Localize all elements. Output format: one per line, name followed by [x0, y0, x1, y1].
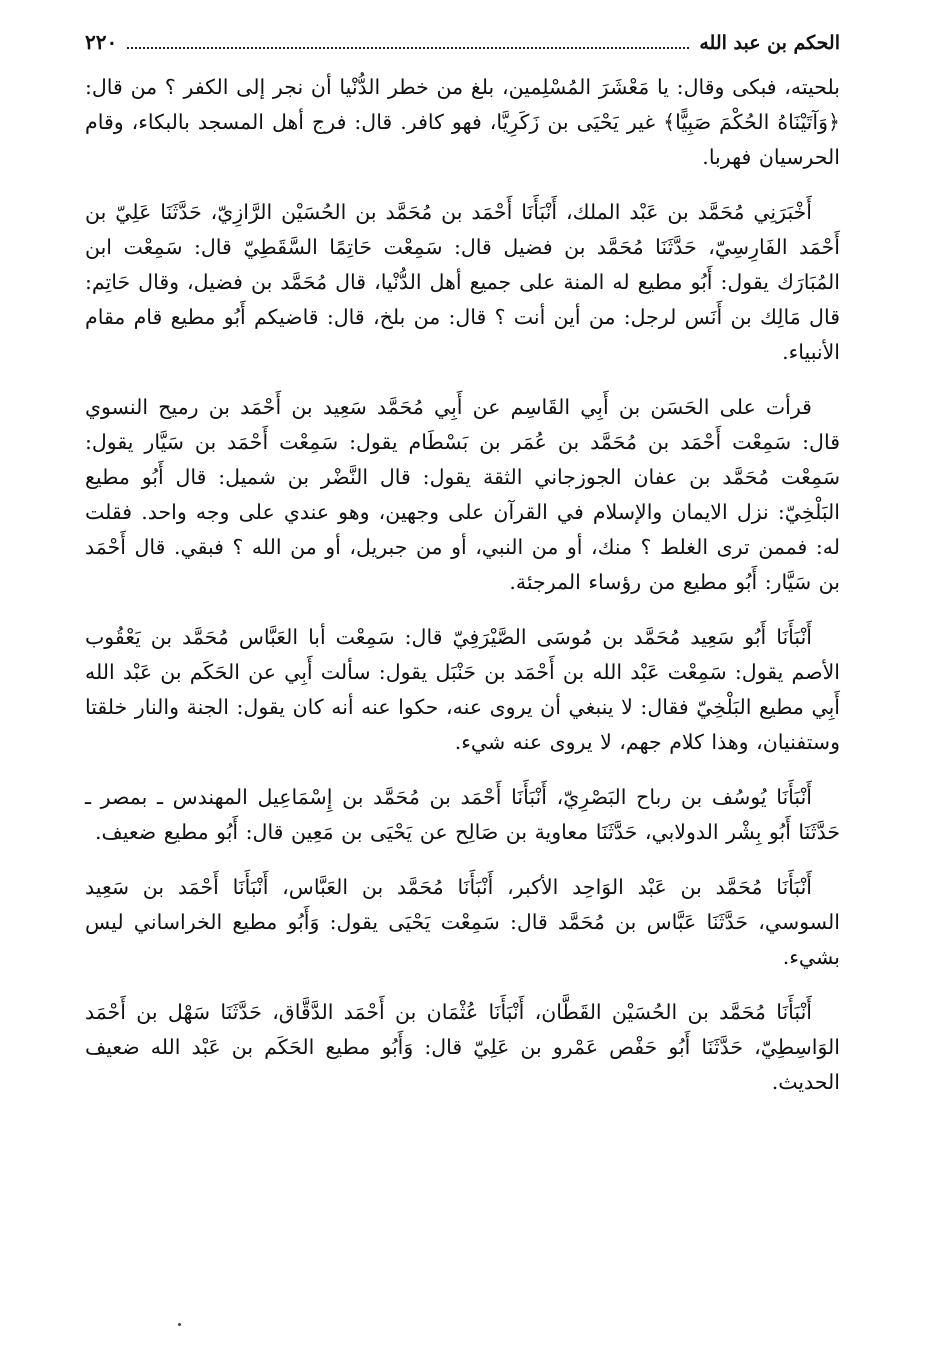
paragraph: أَنْبَأَنَا يُوسُف بن رباح البَصْرِيّ، أَنْبَأَنَا أَحْمَد بن مُحَمَّد بن إِسْمَاعِيل المهندس ـ بمصر ـ حَدَّثَنَا أَبُو بِشْر الدولابي، حَدَّثَنَا معاوية بن صَالِح عن يَحْيَى بن مَعِين قال: أَبُو مطيع ضعيف.: [85, 785, 840, 844]
page-body: [85, 70, 840, 1100]
paragraph: أَخْبَرَنِي مُحَمَّد بن عَبْد الملك، أَنْبَأَنَا أَحْمَد بن مُحَمَّد بن الحُسَيْن الرَّازِيّ، حَدَّثَنَا عَلِيّ بن أَحْمَد الفَارِسِيّ، حَدَّثَنَا مُحَمَّد بن فضيل قال: سَمِعْت حَاتِمًا السَّقَطِيّ قال: سَمِعْت ابن المُبَارَك يقول: أَبُو مطيع له المنة على جميع أهل الدُّنْيا، قال مُحَمَّد بن فضيل، وقال حَاتِم: قال مَالِك بن أَنَس لرجل: من أين أنت ؟ قال: من بلخ، قال: قاضيكم أَبُو مطيع قام مقام الأنبياء.: [85, 200, 840, 364]
scan-speck: [178, 1323, 181, 1326]
paragraph: أَنْبَأَنَا مُحَمَّد بن عَبْد الوَاحِد الأكبر، أَنْبَأَنَا مُحَمَّد بن العَبَّاس، أَنْبَأَنَا أَحْمَد بن سَعِيد السوسي، حَدَّثَنَا عَبَّاس بن مُحَمَّد قال: سَمِعْت يَحْيَى يقول: وَأَبُو مطيع الخراساني ليس بشيء.: [85, 875, 840, 969]
page-number: ٢٢٠: [85, 30, 118, 54]
paragraph: قرأت على الحَسَن بن أَبِي القَاسِم عن أَبِي مُحَمَّد سَعِيد بن أَحْمَد بن رميح النسوي قال: سَمِعْت أَحْمَد بن مُحَمَّد بن عُمَر بن بَسْطَام يقول: سَمِعْت أَحْمَد بن سَيَّار يقول: سَمِعْت مُحَمَّد بن عفان الجوزجاني الثقة يقول: قال النَّضْر بن شميل: قال أَبُو مطيع البَلْخِيّ: نزل الايمان والإسلام في القرآن على وجهين، وهو عندي على وجه واحد. فقلت له: فممن ترى الغلط ؟ منك، أو من النبي، أو من جبريل، أو من الله ؟ فبقي. قال أَحْمَد بن سَيَّار: أَبُو مطيع من رؤساء المرجئة.: [85, 395, 840, 594]
paragraph: أَنْبَأَنَا مُحَمَّد بن الحُسَيْن القَطَّان، أَنْبَأَنَا عُثْمَان بن أَحْمَد الدَّقَّاق، حَدَّثَنَا سَهْل بن أَحْمَد الوَاسِطِيّ، حَدَّثَنَا أَبُو حَفْص عَمْرو بن عَلِيّ قال: وَأَبُو مطيع الحَكَم بن عَبْد الله ضعيف الحديث.: [85, 1000, 840, 1094]
paragraph: أَنْبَأَنَا أَبُو سَعِيد مُحَمَّد بن مُوسَى الصَّيْرَفِيّ قال: سَمِعْت أبا العَبَّاس مُحَمَّد بن يَعْقُوب الأصم يقول: سَمِعْت عَبْد الله بن أَحْمَد بن حَنْبَل يقول: سألت أَبِي عن الحَكَم بن عَبْد الله أَبِي مطيع البَلْخِيّ فقال: لا ينبغي أن يروى عنه، حكوا عنه أنه كان يقول: الجنة والنار خلقتا وستفنيان، وهذا كلام جهم، لا يروى عنه شيء.: [85, 625, 840, 754]
header-dotted-leader: [127, 35, 689, 49]
paragraph: بلحيته، فبكى وقال: يا مَعْشَرَ المُسْلِمين، بلغ من خطر الدُّنْيا أن نجر إلى الكفر ؟ من قال: ﴿وَآتَيْنَاهُ الحُكْمَ صَبِيًّا﴾ غير يَحْيَى بن زَكَرِيَّا، فهو كافر. قال: فرج أهل المسجد بالبكاء، وقام الحرسيان فهربا.: [85, 75, 840, 169]
running-title: الحكم بن عبد الله: [699, 32, 840, 54]
page-header: [85, 30, 840, 66]
book-page: [85, 30, 840, 1330]
